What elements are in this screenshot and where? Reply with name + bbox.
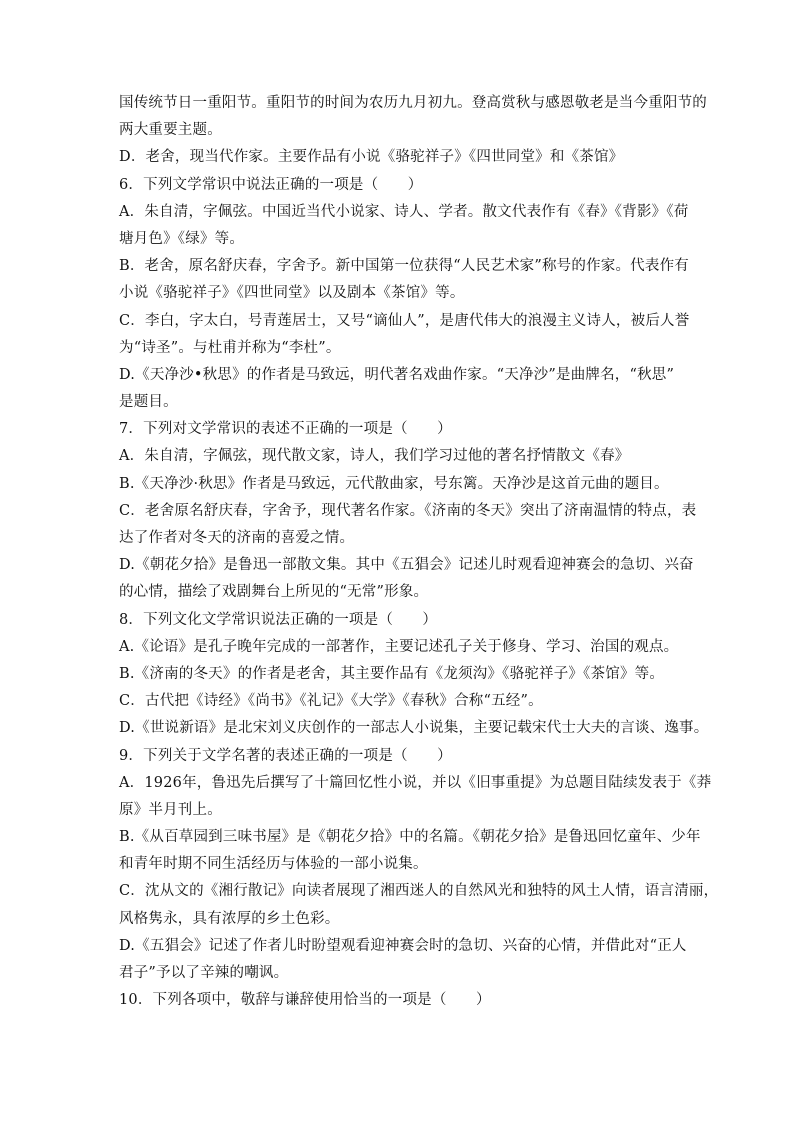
option-line: C．老舍原名舒庆春，字舍予，现代著名作家。《济南的冬天》突出了济南温情的特点，表 xyxy=(119,502,697,519)
text-line: 国传统节日一重阳节。重阳节的时间为农历九月初九。登高赏秋与感恩敬老是当今重阳节的 xyxy=(119,95,707,111)
option-line: A．朱自清，字佩弦。中国近当代小说家、诗人、学者。散文代表作有《春》《背影》《荷 xyxy=(119,203,689,220)
document-body xyxy=(119,90,719,1014)
option-line: D.《世说新语》是北宋刘义庆创作的一部志人小说集，主要记载宋代士大夫的言谈、逸事。 xyxy=(119,720,709,737)
option-line: A．1926年，鲁迅先后撰写了十篇回忆性小说，并以《旧事重提》为总题目陆续发表于《莽 xyxy=(119,774,712,791)
option-line: B.《从百草园到三味书屋》是《朝花夕拾》中的名篇。《朝花夕拾》是鲁迅回忆童年、少年 xyxy=(119,829,701,846)
text-line: 是题目。 xyxy=(119,394,178,411)
text-line: 为“诗圣”。与杜甫并称为“李杜”。 xyxy=(119,339,341,356)
text-line: 塘月色》《绿》等。 xyxy=(119,230,245,247)
question-9-stem: 9．下列关于文学名著的表述正确的一项是（ ） xyxy=(119,747,452,764)
question-10-stem: 10．下列各项中，敬辞与谦辞使用恰当的一项是（ ） xyxy=(119,992,491,1009)
text-line: 两大重要主题。 xyxy=(119,122,222,139)
option-line: C．李白，字太白，号青莲居士，又号“谪仙人”，是唐代伟大的浪漫主义诗人，被后人誉 xyxy=(119,312,690,329)
option-line: D.《天净沙•秋思》的作者是马致远，明代著名戏曲作家。“天净沙”是曲牌名，“秋思” xyxy=(119,366,675,383)
option-line: A．朱自清，字佩弦，现代散文家，诗人，我们学习过他的著名抒情散文《春》 xyxy=(119,448,630,465)
question-6-stem: 6．下列文学常识中说法正确的一项是（ ） xyxy=(119,176,423,193)
option-line: B．老舍，原名舒庆春，字舍予。新中国第一位获得“人民艺术家”称号的作家。代表作有 xyxy=(119,258,689,275)
text-line: 君子”予以了辛辣的嘲讽。 xyxy=(119,965,289,981)
option-line: D．老舍，现当代作家。主要作品有小说《骆驼祥子》《四世同堂》和《茶馆》 xyxy=(119,149,624,166)
text-line: 小说《骆驼祥子》《四世同堂》以及剧本《茶馆》等。 xyxy=(119,285,465,302)
option-line: A.《论语》是孔子晚年完成的一部著作，主要记述孔子关于修身、学习、治国的观点。 xyxy=(119,638,679,655)
question-8-stem: 8．下列文化文学常识说法正确的一项是（ ） xyxy=(119,611,438,628)
text-line: 达了作者对冬天的济南的喜爱之情。 xyxy=(119,530,355,546)
option-line: B.《济南的冬天》的作者是老舍，其主要作品有《龙须沟》《骆驼祥子》《茶馆》等。 xyxy=(119,665,665,682)
text-line: 的心情，描绘了戏剧舞台上所见的“无常”形象。 xyxy=(119,584,429,601)
option-line: D.《朝花夕拾》是鲁迅一部散文集。其中《五猖会》记述儿时观看迎神赛会的急切、兴奋 xyxy=(119,557,694,574)
text-line: 风格隽永，具有浓厚的乡土色彩。 xyxy=(119,910,340,927)
option-line: C．沈从文的《湘行散记》向读者展现了湘西迷人的自然风光和独特的风土人情，语言清丽， xyxy=(119,883,719,900)
option-line: C．古代把《诗经》《尚书》《礼记》《大学》《春秋》合称“五经”。 xyxy=(119,693,543,710)
option-line: D.《五猖会》记述了作者儿时盼望观看迎神赛会时的急切、兴奋的心情，并借此对“正人 xyxy=(119,937,687,954)
option-line: B.《天净沙·秋思》作者是马致远，元代散曲家，号东篱。天净沙是这首元曲的题目。 xyxy=(119,475,669,492)
question-7-stem: 7．下列对文学常识的表述不正确的一项是（ ） xyxy=(119,421,452,438)
text-line: 原》半月刊上。 xyxy=(119,801,222,818)
text-line: 和青年时期不同生活经历与体验的一部小说集。 xyxy=(119,856,428,873)
